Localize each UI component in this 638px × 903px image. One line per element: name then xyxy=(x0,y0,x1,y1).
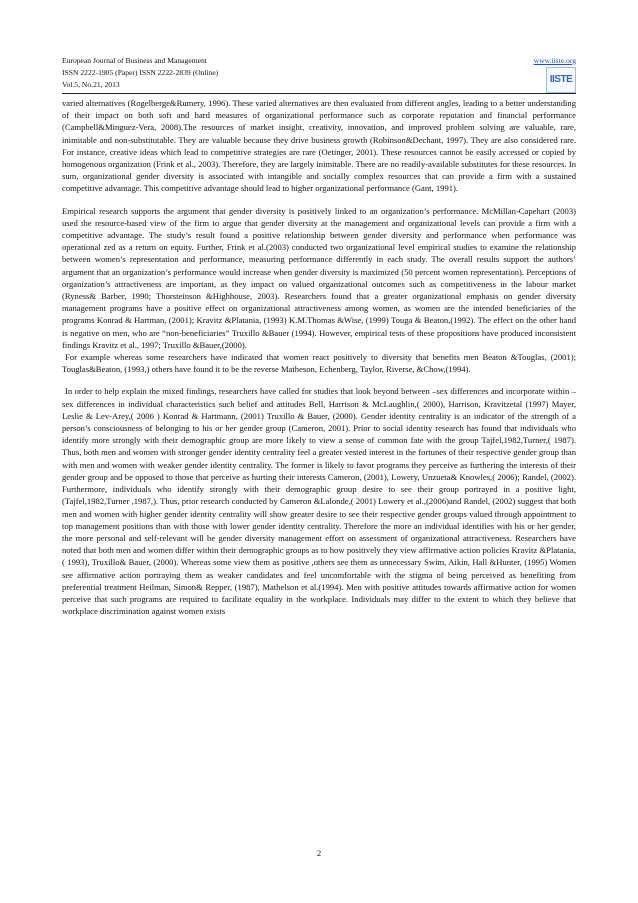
paragraph-3: For example whereas some researchers have indicated that women react positively to diversity that benefits men Beaton &Touglas, (2001); Touglas&Beaton, (1993,) others have found it to be the reverse Matheson, Echenberg, Taylor, Riverse, &Chow,(1994). xyxy=(62,352,576,375)
page-number: 2 xyxy=(316,848,322,858)
header-divider xyxy=(62,93,576,94)
running-header xyxy=(62,55,576,91)
paragraph-2: Empirical research supports the argument that gender diversity is positively linked to an organization’s performance. McMillan-Capehart (2003) used the resource-based view of the firm to argue that gender diversity at the management and organizational levels can provide a firm with a competitive advantage. The study’s result found a positive relationship between gender diversity and performance when performance was operational zed as a return on equity. Further, Frink et al.(2003) conducted two organizational level empirical studies to examine the relationship between women’s representation and performance, measuring performance differently in each study. The overall results support the authors’ argument that an organization’s performance would increase when gender diversity is maximized (50 percent women representation). Perceptions of organization’s attractiveness are important, as they impact on valued organizational outcomes such as competitiveness in the labour market (Ryness& Barber, 1990; Thorsteinson &Highhouse, 2003). Researchers found that a greater organizational emphasis on gender diversity management programs have a positive effect on organizational attractiveness among women, as women are the intended beneficiaries of the programs Konrad & Hartman, (2001); Kravitz &Platania, (1993) K.M.Thomas &Wise, (1999) Touga & Beaton,(1992). The effect on the other hand is negative on men, who are “non-beneficiaries” Truxillo &Bauer (1994). However, empirical tests of these propositions have produced inconsistent findings Kravitz et al., 1997; Truxillo &Bauer,(2000). xyxy=(62,205,576,350)
paragraph-4: In order to help explain the mixed findings, researchers have called for studies that look beyond between –sex differences and incorporate within –sex differences in individual characteristics such belief and attitudes Bell, Harrison & McLaughlin,( 2000), Harrison, Kravitzetal (1997) Mayer, Leslie & Lev-Arey,( 2006 ) Konrad & Hartmann, (2001) Truxillo & Bauer, (2000). Gender identity centrality is an indicator of the strength of a person’s consciousness of belonging to his or her gender group (Cameron, 2001). Prior to social identity research has found that individuals who identify more strongly with their demographic group are more likely to view a sense of common fate with the group Tajfel,1982,Turner,( 1987). Thus, both men and women with stronger gender identity centrality feel a greater vested interest in the fortunes of their respective gender group than with men and women with weaker gender identity centrality. The former is likely to favor programs they perceive as furthering the interests of their gender group and be opposed to those that perceive as hurting their interests Cameron, (2001), Lowery, Unzueta& Knowles,( 2006); Randel, (2002). Furthermore, individuals who identify strongly with their demographic group desire to see their group portrayed in a positive light,(Tajfel,1982,Turner ,1987,). Thus, prior research conducted by Cameron &Lalonde,( 2001) Lowery et al.,(2006)and Randel, (2002) suggest that both men and women with higher gender identity centrality will show greater desire to see their respective gender groups valued through appointment to top management positions than with those with lower gender identity centrality. Therefore the more an individual identifies with his or her gender, the more personal and self-relevant will be gender diversity management effort on assessment of organizational attractiveness. Researchers have noted that both men and women differ within their demographic groups as to how positively they view affirmative action policies Kravitz &Platania,( 1993), Truxillo& Bauer, (2000). Whereas some view them as positive ,others see them as unnecessary Swim, Aikin, Hall &Hunter, (1995) Women see affirmative action portraying them as weaker candidates and feel uncomfortable with the stigma of being perceived as benefiting from preferential treatment Heilman, Simon& Repper, (1987), Mathelson et al.(1994). Men with positive attitudes towards affirmative action for women perceive that such programs are required to facilitate equality in the workplace. Individuals may differ to the extent to which they believe that workplace discrimination against women exists xyxy=(62,386,576,617)
journal-url-link[interactable]: www.iiste.org xyxy=(533,56,576,65)
paragraph-1: varied alternatives (Rogelberge&Rumery, 1996). These varied alternatives are then evaluated from different angles, leading to a better understanding of their impact on both soft and hard measures of organizational performance such as corporate reputation and financial performance (Campbell&Minguez-Vera, 2008).The resources of market insight, creativity, innovation, and improved problem solving are valuable, rare, inimitable and non-substitutable. They are valuable because they drive business growth (Robinson&Dechant, 1997). They are also considered rare. For instance, creative ideas which lead to competitive strategies are rare (Oetinger, 2001). These resources cannot be easily accessed or copied by homogenous organization (Frink et al., 2003). Therefore, they are largely inimitable. There are no readily-available substitutes for these resources. In sum, organizational gender diversity is associated with intangible and socially complex resources that can provide a firm with a sustained competitive advantage. This competitive advantage should lead to higher organizational performance (Gant, 1991). xyxy=(62,98,576,194)
article-body xyxy=(62,97,576,617)
issn-line: ISSN 2222-1905 (Paper) ISSN 2222-2839 (Online) xyxy=(62,68,219,77)
journal-title: European Journal of Business and Management xyxy=(62,56,207,65)
volume-line: Vol.5, No.21, 2013 xyxy=(62,80,120,89)
iiste-logo xyxy=(546,67,576,93)
iiste-logo-text: IISTE xyxy=(549,74,573,85)
